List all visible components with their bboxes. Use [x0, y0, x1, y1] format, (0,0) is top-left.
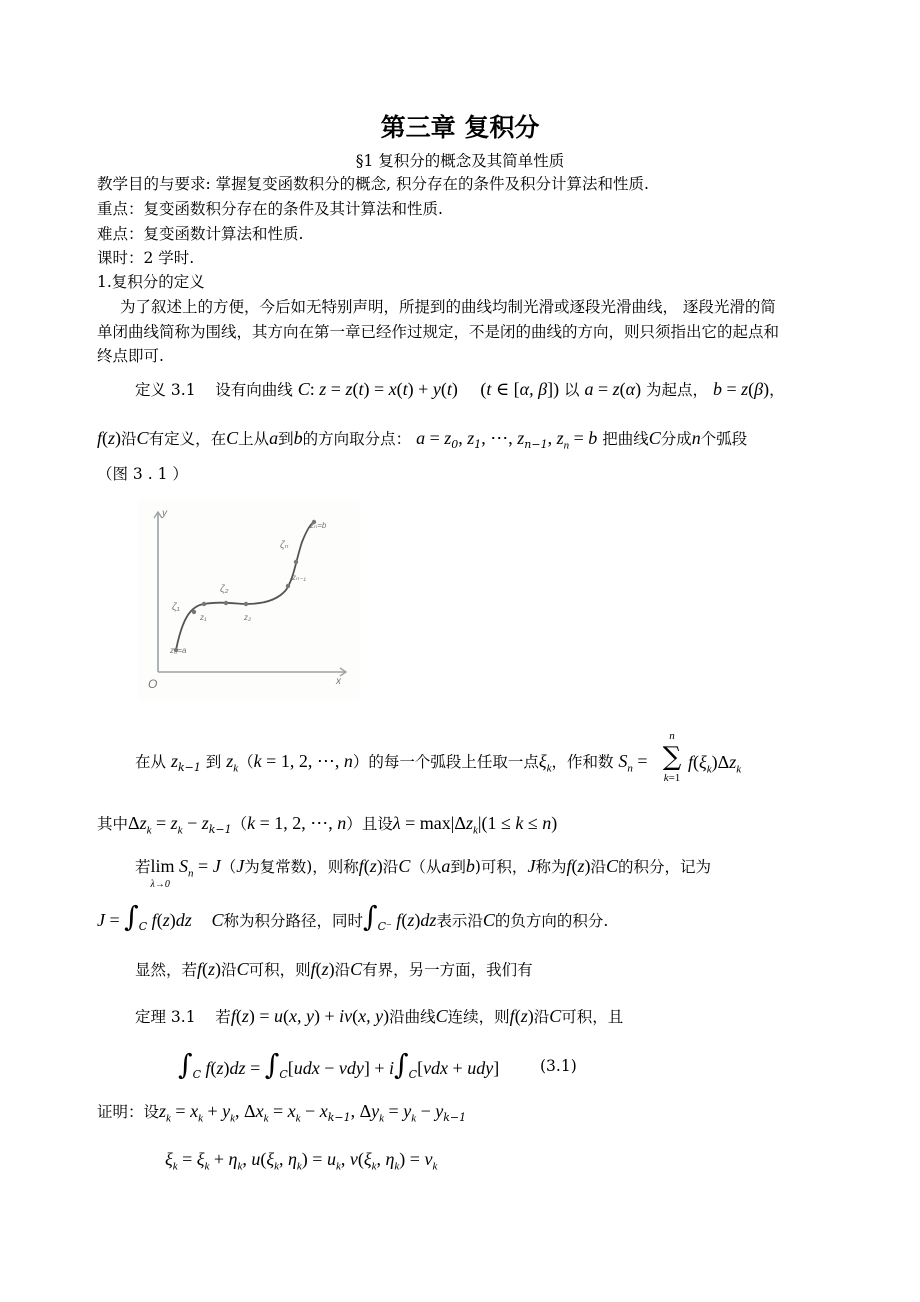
text: 沿 [334, 961, 351, 979]
text: 其中 [97, 815, 129, 833]
text: 的方向取分点： [302, 430, 412, 448]
figure-background [138, 500, 360, 700]
text: 且设 [361, 815, 393, 833]
x-label: x [336, 676, 341, 687]
zn-label: zₙ=b [310, 521, 327, 530]
text: 可积，则 [248, 961, 311, 979]
text: 的积分，记为 [618, 858, 712, 876]
text: 的负方向的积分. [494, 912, 609, 930]
figure-3-1 [138, 500, 360, 700]
text: 沿 [590, 858, 606, 876]
heading-definition: 1.复积分的定义 [97, 273, 205, 291]
text: 的每一个弧段上任取一点 [368, 753, 539, 771]
limit-line: 若lim λ→0 $S_n = J(J$为复常数)，则称f(z)沿C（从a到b)可积，J称为f(z)沿C的积分，记为 [135, 856, 712, 890]
formula: C [297, 379, 310, 399]
y-label: y [162, 508, 167, 519]
text: 有界，另一方面，我们有 [362, 961, 533, 979]
text: 从 [425, 858, 442, 876]
page-title: 第三章 复积分 [380, 113, 540, 142]
text: 个弧段 [700, 430, 748, 448]
point-zetan [294, 560, 298, 564]
z2-label: z₂ [244, 613, 252, 622]
summation: n ∑ k=1 [662, 730, 682, 784]
definition-label: 定义 3.1 [135, 381, 196, 399]
zeta2-label: ζ₂ [220, 584, 229, 595]
bounded-line: 显然，若f(z)沿C可积，则f(z)沿C有界，另一方面，我们有 [135, 959, 533, 979]
partition-line: f(z)沿C有定义，在C上从a到b的方向取分点： $a = z_0$, $z_1$, ⋯, $z_{n-1}$, $z_n = b$ 把曲线C分成n个弧段 [97, 428, 748, 452]
difficulties: 难点：复变函数计算法和性质. [97, 225, 304, 243]
text: 沿 [382, 858, 399, 876]
zeta1-label: ζ₁ [172, 602, 180, 613]
text: 分成 [660, 430, 692, 448]
point-zeta1 [192, 610, 196, 614]
text: 到 [450, 858, 466, 876]
section-title: §1 复积分的概念及其简单性质 [355, 152, 565, 170]
text: 若 [215, 1008, 231, 1026]
text: 可积，且 [561, 1008, 624, 1026]
text: ，作和数 [551, 753, 614, 771]
equation-number: (3.1) [540, 1057, 577, 1075]
text: 在从 [135, 753, 167, 771]
sum-term: $f(\xi_k)\Delta z_k$ [688, 752, 742, 776]
paragraph-line: 单闭曲线简称为围线，其方向在第一章已经作过规定，不是闭的曲线的方向，则只须指出它的起点和 [97, 323, 780, 341]
text: 为复常数)，则称 [244, 858, 359, 876]
key-points: 重点：复变函数积分存在的条件及其计算法和性质. [97, 200, 443, 218]
class-hours: 课时：2 学时. [97, 249, 195, 267]
delta-line: 其中$\Delta z_k = z_k - z_{k-1}(k = 1$, 2, ⋯, n）且设$\lambda = \max|\Delta z_k|(1 \le k \le n)$ [97, 813, 558, 837]
paragraph-line: 为了叙述上的方便，今后如无特别声明，所提到的曲线均制光滑或逐段光滑曲线， 逐段光滑的简 [120, 298, 776, 316]
text: 沿 [121, 430, 137, 448]
integral-definition-line: $J = \int_C$ f(z)dz C称为积分路径，同时$\int_{C^-}$ f(z)dz表示沿C的负方向的积分. [97, 900, 609, 934]
sum-line: 在从 $z_{k-1}$ 到 $z_k(k = 1$, 2, ⋯, n）的每一个弧段上任取一点$\xi_k$，作和数 $S_n$ = [135, 751, 648, 775]
origin-label: O [148, 677, 158, 691]
text: 到 [205, 753, 222, 771]
text: 表示沿 [436, 912, 483, 930]
z1-label: z₁ [200, 613, 207, 622]
text: 有定义，在 [148, 430, 227, 448]
text: 连续，则 [447, 1008, 510, 1026]
text: 沿 [221, 961, 237, 979]
teaching-goals: 教学目的与要求: 掌握复变函数积分的概念, 积分存在的条件及积分计算法和性质. [97, 175, 649, 193]
text: 若 [135, 858, 151, 876]
point-z2 [244, 602, 248, 606]
text: 沿 [533, 1008, 550, 1026]
proof-line-2: $\xi_k = \xi_k + \eta_k$, $u(\xi_k$, $\eta_k) = u_k$, $v(\xi_k$, $\eta_k) = v_k$ [165, 1149, 438, 1173]
text: 为起点， [646, 381, 709, 399]
text: 以 [564, 381, 580, 399]
proof-label: 证明：设 [97, 1103, 160, 1121]
definition-line: 定义 3.1 设有向曲线 C: z = z(t) = x(t) + y(t) (t ∈ [α, β]) 以 a = z(α) 为起点， b = z(β)， [135, 379, 785, 399]
text: 设有向曲线 [215, 381, 293, 399]
paragraph-line: 终点即可. [97, 347, 164, 365]
proof-line: 证明：设$z_k = x_k + y_k$, $\Delta x_k = x_k - x_{k-1}$, $\Delta y_k = y_k - y_{k-1}$ [97, 1101, 467, 1125]
text: 显然，若 [135, 961, 198, 979]
text: 上从 [238, 430, 270, 448]
text: )可积， [474, 858, 528, 876]
zn1-label: zₙ₋₁ [292, 573, 306, 582]
theorem-label: 定理 3.1 [135, 1008, 196, 1026]
zetan-label: ζₙ [280, 540, 289, 551]
z0-label: z₀=a [170, 646, 187, 655]
text: 把曲线 [602, 430, 649, 448]
point-zn1 [286, 584, 290, 588]
point-zeta2 [224, 601, 228, 605]
theorem-line: 定理 3.1 若f(z) = u(x, y) + iv(x, y)沿曲线C连续，则f(z)沿C可积，且 [135, 1006, 624, 1026]
text: 称为积分路径，同时 [223, 912, 363, 930]
text: 到 [278, 430, 294, 448]
text: 沿曲线 [389, 1008, 436, 1026]
figure-reference: （图 3 . 1 ） [97, 465, 188, 483]
point-z1 [202, 602, 206, 606]
text: 称为 [535, 858, 567, 876]
equation-3-1: $\int_C$ $f(z)dz = \int_C[udx - vdy] + i\int_C[vdx + udy]$ [178, 1048, 500, 1082]
